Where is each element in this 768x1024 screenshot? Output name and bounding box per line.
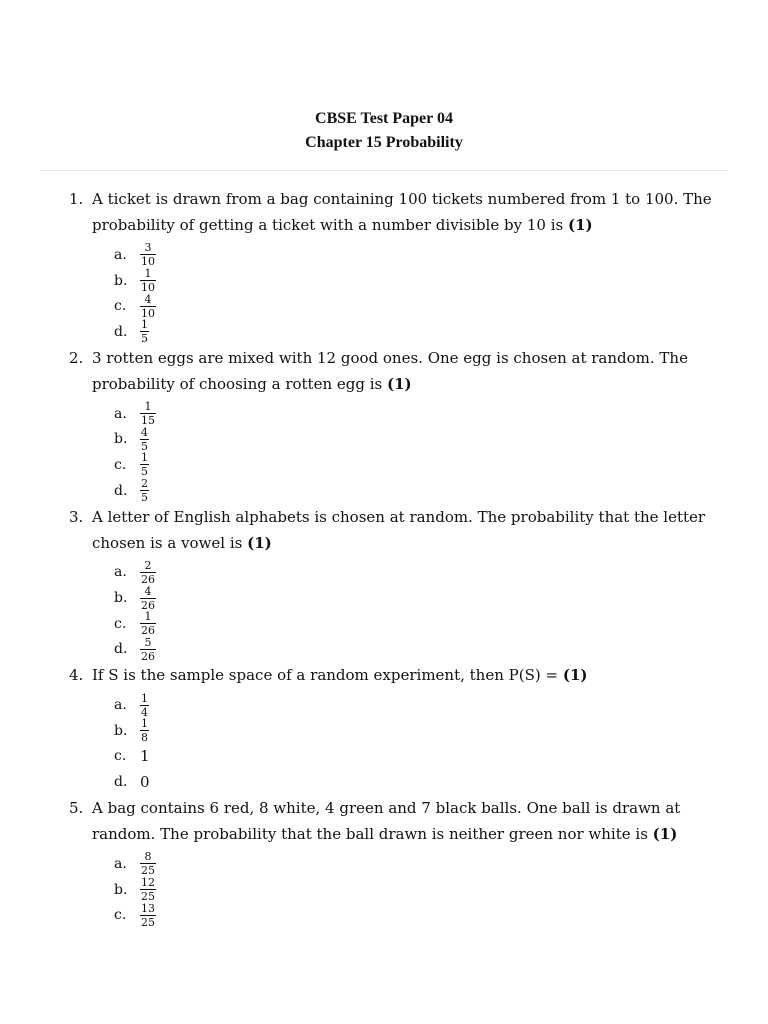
question-list <box>0 186 768 928</box>
fraction-numerator: 12 <box>141 876 155 890</box>
option-label: c. <box>114 748 127 765</box>
fraction-numerator: 8 <box>144 850 152 864</box>
option-item <box>114 769 768 795</box>
option-fraction <box>140 427 149 452</box>
question-body: A ticket is drawn from a bag containing 100 tickets numbered from 1 to 100. The probability of getting a ticket with a number divisible by 10 is <box>92 190 712 234</box>
option-value: 1 <box>140 747 150 766</box>
option-label: c. <box>114 298 127 315</box>
option-list <box>114 238 768 345</box>
fraction-numerator: 1 <box>141 691 148 705</box>
question-text <box>92 345 732 397</box>
option-fraction <box>140 478 149 503</box>
fraction-denominator: 8 <box>141 731 148 745</box>
option-label: d. <box>114 774 128 791</box>
option-list <box>114 847 768 928</box>
question-body: If S is the sample space of a random experiment, then P(S) = <box>92 666 559 685</box>
option-label: d. <box>114 323 128 340</box>
option-item <box>114 637 768 663</box>
option-fraction <box>140 268 156 293</box>
question-marks: (1) <box>247 533 272 552</box>
option-item <box>114 242 768 268</box>
option-item <box>114 452 768 478</box>
option-item <box>114 478 768 504</box>
paper-title: CBSE Test Paper 04 <box>315 110 453 127</box>
option-fraction <box>140 242 156 267</box>
question-body: A bag contains 6 red, 8 white, 4 green and 7 black balls. One ball is drawn at random. The probability that the ball drawn is neither green nor white is <box>92 799 681 843</box>
option-label: c. <box>114 907 127 924</box>
question-body: 3 rotten eggs are mixed with 12 good ones. One egg is chosen at random. The probability of choosing a rotten egg is <box>92 348 688 393</box>
fraction-numerator: 1 <box>141 451 148 465</box>
option-fraction <box>140 903 156 928</box>
option-item <box>114 293 768 319</box>
fraction-denominator: 5 <box>141 439 148 453</box>
fraction-numerator: 1 <box>144 267 152 281</box>
fraction-denominator: 5 <box>141 465 148 479</box>
fraction-numerator: 2 <box>141 477 148 491</box>
option-item <box>114 585 768 611</box>
option-label: a. <box>114 855 127 872</box>
question-item <box>0 795 768 928</box>
fraction-denominator: 25 <box>141 864 155 878</box>
option-label: b. <box>114 881 128 898</box>
fraction-denominator: 5 <box>141 491 148 505</box>
option-fraction <box>140 586 156 611</box>
option-item <box>114 268 768 294</box>
document-header <box>0 107 768 155</box>
option-value: 0 <box>140 773 150 792</box>
fraction-denominator: 25 <box>141 890 155 904</box>
fraction-denominator: 5 <box>141 332 148 346</box>
option-label: c. <box>114 456 127 473</box>
option-label: a. <box>114 564 127 581</box>
question-number: 1. <box>69 190 84 208</box>
option-fraction <box>140 560 156 585</box>
fraction-numerator: 1 <box>144 610 152 624</box>
option-label: b. <box>114 722 128 739</box>
fraction-denominator: 4 <box>141 705 148 719</box>
fraction-numerator: 5 <box>144 635 152 649</box>
option-item <box>114 877 768 903</box>
option-list <box>114 688 768 795</box>
question-item <box>0 662 768 795</box>
question-marks: (1) <box>562 666 588 685</box>
question-item <box>0 504 768 663</box>
option-label: a. <box>114 405 127 422</box>
option-fraction <box>140 294 156 319</box>
fraction-numerator: 3 <box>144 241 152 255</box>
option-fraction <box>140 611 156 636</box>
option-item <box>114 611 768 637</box>
option-label: c. <box>114 615 127 632</box>
option-item <box>114 851 768 877</box>
fraction-denominator: 10 <box>141 281 155 295</box>
question-text <box>92 662 732 688</box>
option-fraction <box>140 851 156 876</box>
option-label: a. <box>114 697 127 714</box>
question-text <box>92 504 732 556</box>
option-label: b. <box>114 272 128 289</box>
question-marks: (1) <box>652 825 678 843</box>
option-fraction <box>140 401 156 426</box>
option-list <box>114 556 768 663</box>
chapter-title: Chapter 15 Probability <box>305 134 463 151</box>
option-item <box>114 560 768 586</box>
question-number: 4. <box>69 666 84 685</box>
option-fraction <box>140 319 149 344</box>
option-list <box>114 397 768 504</box>
fraction-denominator: 26 <box>141 598 155 612</box>
option-label: b. <box>114 431 128 448</box>
option-fraction <box>140 693 149 718</box>
option-fraction <box>140 452 149 477</box>
question-marks: (1) <box>387 374 412 393</box>
fraction-numerator: 13 <box>141 901 155 915</box>
question-text <box>92 795 732 847</box>
option-fraction <box>140 718 149 743</box>
fraction-denominator: 26 <box>141 649 155 663</box>
fraction-denominator: 26 <box>141 572 155 586</box>
fraction-denominator: 10 <box>141 255 155 269</box>
option-item <box>114 401 768 427</box>
fraction-denominator: 26 <box>141 624 155 638</box>
fraction-numerator: 4 <box>144 584 152 598</box>
option-item <box>114 902 768 928</box>
fraction-denominator: 25 <box>141 915 155 929</box>
option-label: d. <box>114 641 128 658</box>
fraction-numerator: 1 <box>141 717 148 731</box>
question-body: A letter of English alphabets is chosen at random. The probability that the letter chosen is a vowel is <box>92 507 706 552</box>
question-item <box>0 186 768 345</box>
option-fraction <box>140 637 156 662</box>
fraction-numerator: 1 <box>141 318 148 332</box>
option-label: a. <box>114 246 127 263</box>
option-label: b. <box>114 590 128 607</box>
question-number: 2. <box>69 348 84 367</box>
fraction-numerator: 1 <box>144 400 152 414</box>
option-item <box>114 319 768 345</box>
question-item <box>0 345 768 504</box>
fraction-numerator: 4 <box>141 425 148 439</box>
option-fraction <box>140 877 156 902</box>
header-divider <box>40 170 728 171</box>
fraction-numerator: 2 <box>144 558 152 572</box>
question-number: 5. <box>69 799 84 817</box>
fraction-denominator: 15 <box>141 414 155 428</box>
option-item <box>114 426 768 452</box>
option-item <box>114 744 768 770</box>
option-item <box>114 718 768 744</box>
option-label: d. <box>114 482 128 499</box>
fraction-numerator: 4 <box>144 292 152 306</box>
question-text <box>92 186 732 238</box>
question-marks: (1) <box>567 216 593 234</box>
fraction-denominator: 10 <box>141 306 155 320</box>
option-item <box>114 692 768 718</box>
question-number: 3. <box>69 507 84 526</box>
